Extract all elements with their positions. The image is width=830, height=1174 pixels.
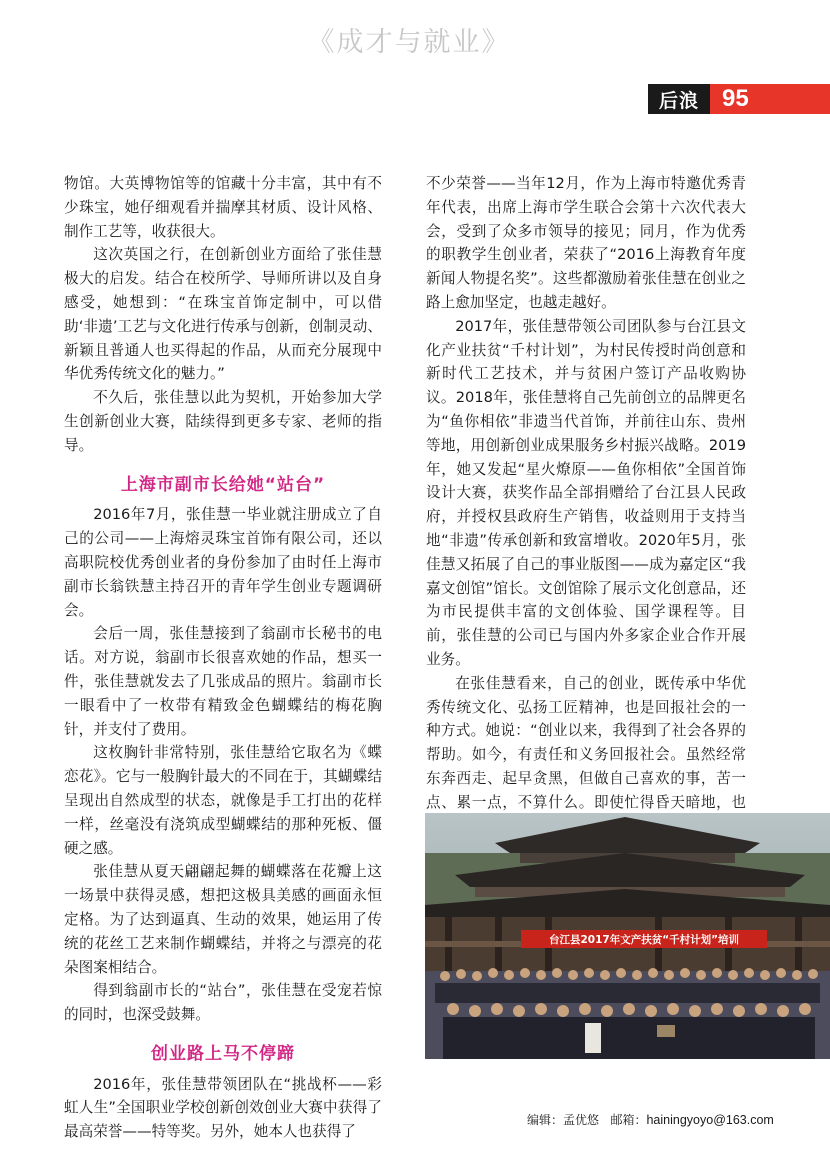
section-heading: 创业路上马不停蹄 [151,1043,295,1064]
paragraph: 不久后，张佳慧以此为契机，开始参加大学生创新创业大赛，陆续得到更多专家、老师的指导。 [64,389,382,454]
email-link[interactable]: hainingyoyo@163.com [646,1113,774,1127]
magazine-title: 《成才与就业》 [307,27,511,58]
left-column [64,172,382,1144]
right-column [426,172,746,838]
editor-credit: 编辑：孟优悠 [527,1113,600,1127]
paragraph: 张佳慧从夏天翩翩起舞的蝴蝶落在花瓣上这一场景中获得灵感，想把这极具美感的画面永恒定格。为了达到逼真、生动的效果，她运用了传统的花丝工艺来制作蝴蝶结，并将之与漂亮的花朵图案相结合。 [64,863,382,976]
paragraph: 物馆。大英博物馆等的馆藏十分丰富，其中有不少珠宝，她仔细观看并揣摩其材质、设计风格、制作工艺等，收获很大。 [64,175,382,240]
paragraph: 这次英国之行，在创新创业方面给了张佳慧极大的启发。结合在校所学、导师所讲以及自身感受，她想到：“在珠宝首饰定制中，可以借助‘非遗’工艺与文化进行传承与创新，创制灵动、新颖且普通人也买得起的作品，从而充分展现中华优秀传统文化的魅力。” [64,246,382,383]
page-number: 95 [722,85,749,112]
section-page-bar [648,84,830,114]
group-photo [425,813,830,1059]
section-label: 后浪 [648,84,710,114]
paragraph: 这枚胸针非常特别，张佳慧给它取名为《蝶恋花》。它与一般胸针最大的不同在于，其蝴蝶结呈现出自然成型的状态，就像是手工打出的花样一样，丝毫没有浇筑成型蝴蝶结的那种死板、僵硬之感。 [64,744,382,857]
paragraph: 2016年7月，张佳慧一毕业就注册成立了自己的公司——上海熔灵珠宝首饰有限公司，还以高职院校优秀创业者的身份参加了由时任上海市副市长翁铁慧主持召开的青年学生创业专题调研会。 [64,506,382,619]
paragraph: 2016年，张佳慧带领团队在“挑战杯——彩虹人生”全国职业学校创新创效创业大赛中获得了最高荣誉——特等奖。另外，她本人也获得了 [64,1075,382,1141]
paragraph: 不少荣誉——当年12月，作为上海市特邀优秀青年代表，出席上海市学生联合会第十六次代表大会，受到了众多市领导的接见；同月，作为优秀的职教学生创业者，荣获了“2016上海教育年度新闻人物提名奖”。这些都激励着张佳慧在创业之路上愈加坚定，也越走越好。 [426,175,746,311]
group-photo-illustration [425,813,830,1059]
email-label: 邮箱： [610,1113,647,1127]
paragraph: 2017年，张佳慧带领公司团队参与台江县文化产业扶贫“千村计划”，为村民传授时尚创意和新时代工艺技术，并与贫困户签订产品收购协议。2018年，张佳慧将自己先前创立的品牌更名为“鱼你相依”非遗当代首饰，并前往山东、贵州等地，用创新创业成果服务乡村振兴战略。2019年，她又发起“星火燎原——鱼你相依”全国首饰设计大赛，获奖作品全部捐赠给了台江县人民政府，并授权县政府生产销售，收益则用于支持当地“非遗”传承创新和致富增收。2020年5月，张佳慧又拓展了自己的事业版图——成为嘉定区“我嘉文创馆”馆长。文创馆除了展示文化创意品，还为市民提供丰富的文创体验、国学课程等。目前，张佳慧的公司已与国内外多家企业合作开展业务。 [426,317,746,668]
banner-text: 台江县2017年文产扶贫“千村计划”培训 [548,934,740,946]
footer-credits [527,1111,774,1128]
paragraph: 得到翁副市长的“站台”，张佳慧在受宠若惊的同时，也深受鼓舞。 [64,982,382,1024]
section-heading: 上海市副市长给她“站台” [120,474,326,495]
paragraph: 会后一周，张佳慧接到了翁副市长秘书的电话。对方说，翁副市长很喜欢她的作品，想买一件，张佳慧就发去了几张成品的照片。翁副市长一眼看中了一枚带有精致金色蝴蝶结的梅花胸针，并支付了费用。 [64,625,382,738]
paragraph: 在张佳慧看来，自己的创业，既传承中华优秀传统文化、弘扬工匠精神，也是回报社会的一种方式。她说：“创业以来，我得到了社会各界的帮助。如今，有责任和义务回报社会。虽然经常东奔西走、起早贪黑，但做自己喜欢的事，苦一点、累一点，不算什么。即使忙得昏天暗地，也 [426,674,746,811]
